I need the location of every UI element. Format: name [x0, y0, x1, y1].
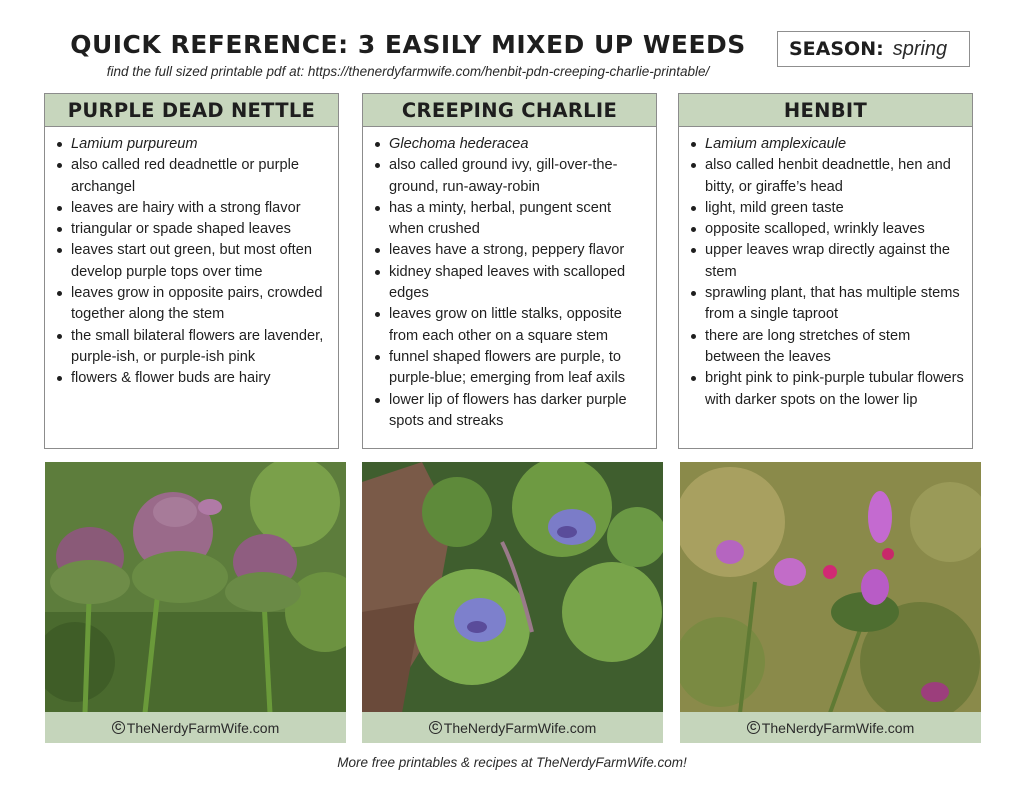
list-item: bright pink to pink-purple tubular flowers with darker spots on the lower lip — [705, 368, 964, 411]
list-item: Lamium amplexicaule — [705, 134, 964, 155]
fact-list — [45, 127, 338, 390]
season-label: SEASON: — [789, 38, 884, 60]
photo-credit-text: TheNerdyFarmWife.com — [443, 719, 597, 736]
photo-credit — [45, 712, 346, 743]
list-item: Lamium purpureum — [71, 134, 330, 155]
footer-text: More free printables & recipes at TheNerdyFarmWife.com! — [337, 755, 687, 770]
card-title: HENBIT — [679, 94, 972, 127]
list-item: kidney shaped leaves with scalloped edges — [389, 262, 648, 305]
list-item: triangular or spade shaped leaves — [71, 219, 330, 240]
list-item: leaves have a strong, peppery flavor — [389, 240, 648, 261]
fact-list — [679, 127, 972, 411]
photo-credit-text: TheNerdyFarmWife.com — [761, 719, 915, 736]
card-title: CREEPING CHARLIE — [363, 94, 656, 127]
list-item: leaves start out green, but most often develop purple tops over time — [71, 240, 330, 283]
list-item: the small bilateral flowers are lavender, purple-ish, or purple-ish pink — [71, 326, 330, 369]
list-item: funnel shaped flowers are purple, to purple-blue; emerging from leaf axils — [389, 347, 648, 390]
photo-credit — [680, 712, 981, 743]
list-item: lower lip of flowers has darker purple spots and streaks — [389, 390, 648, 433]
list-item: upper leaves wrap directly against the stem — [705, 240, 964, 283]
copyright-icon: C — [429, 721, 442, 734]
henbit-photo — [680, 462, 981, 713]
card-henbit — [678, 93, 973, 449]
list-item: also called henbit deadnettle, hen and bitty, or giraffe’s head — [705, 155, 964, 198]
list-item: there are long stretches of stem between the leaves — [705, 326, 964, 369]
list-item: also called red deadnettle or purple archangel — [71, 155, 330, 198]
photo-credit — [362, 712, 663, 743]
page-title: QUICK REFERENCE: 3 EASILY MIXED UP WEEDS — [70, 30, 746, 59]
purple-dead-nettle-photo — [45, 462, 346, 713]
card-title: PURPLE DEAD NETTLE — [45, 94, 338, 127]
list-item: also called ground ivy, gill-over-the-ground, run-away-robin — [389, 155, 648, 198]
list-item: leaves grow on little stalks, opposite from each other on a square stem — [389, 304, 648, 347]
list-item: leaves grow in opposite pairs, crowded together along the stem — [71, 283, 330, 326]
copyright-icon: C — [747, 721, 760, 734]
list-item: sprawling plant, that has multiple stems from a single taproot — [705, 283, 964, 326]
card-creeping-charlie — [362, 93, 657, 449]
list-item: has a minty, herbal, pungent scent when crushed — [389, 198, 648, 241]
creeping-charlie-photo — [362, 462, 663, 713]
card-purple-dead-nettle — [44, 93, 339, 449]
list-item: light, mild green taste — [705, 198, 964, 219]
list-item: leaves are hairy with a strong flavor — [71, 198, 330, 219]
season-value: spring — [892, 37, 948, 60]
pdf-link-text: find the full sized printable pdf at: https://thenerdyfarmwife.com/henbit-pdn-creeping-charlie-printable/ — [106, 64, 710, 79]
list-item: opposite scalloped, wrinkly leaves — [705, 219, 964, 240]
season-box — [777, 31, 970, 67]
fact-list — [363, 127, 656, 432]
list-item: Glechoma hederacea — [389, 134, 648, 155]
list-item: flowers & flower buds are hairy — [71, 368, 330, 389]
copyright-icon: C — [112, 721, 125, 734]
photo-credit-text: TheNerdyFarmWife.com — [126, 719, 280, 736]
